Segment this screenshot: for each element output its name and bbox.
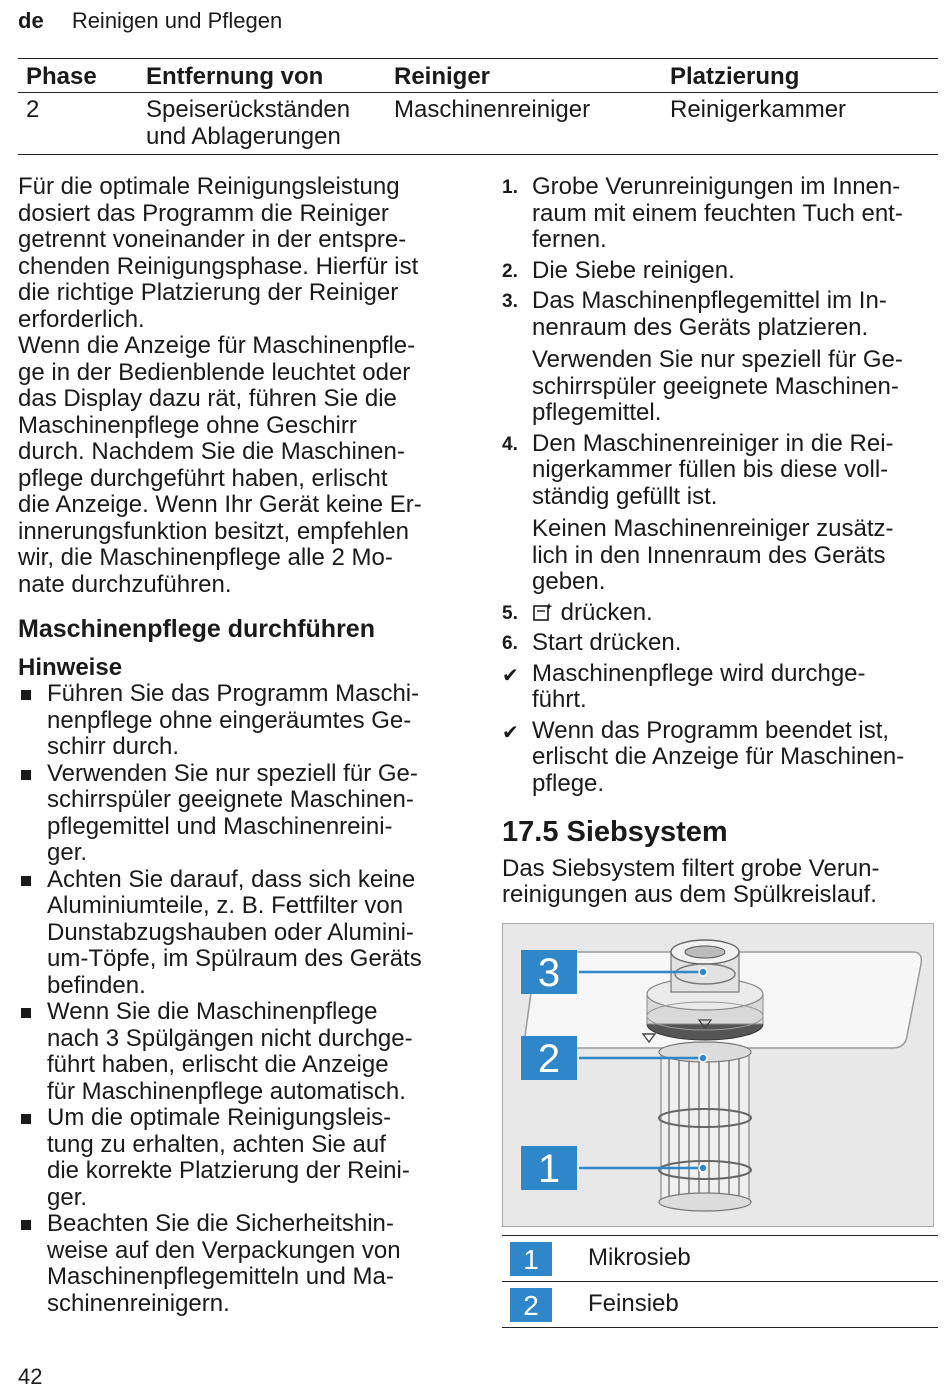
text-line: nate durchzuführen. (18, 570, 232, 598)
column-header: Phase (18, 59, 138, 93)
step-text: drücken. (589, 629, 682, 656)
notes-list (18, 681, 458, 1317)
start-label: Start (532, 629, 583, 656)
machine-care-button-icon (532, 601, 554, 623)
legend-row (502, 1235, 938, 1281)
text-line: Für die optimale Reinigungsleistung (18, 173, 400, 200)
step-item: 3. Das Maschinenpflegemittel im In- nenraum des Geräts platzieren. Verwenden Sie nur speziell für Ge- schirrspüler geeignete Maschinen- pflegemittel. (502, 288, 942, 427)
step-item (502, 630, 942, 657)
text-line: durch. Nachdem Sie die Maschinen- (18, 438, 405, 465)
results-list (502, 661, 942, 798)
text-line: getrennt voneinander in der entspre- (18, 226, 407, 253)
step-number: 5. (502, 602, 518, 624)
list-item: Beachten Sie die Sicherheitshin- weise auf den Verpackungen von Maschinenpflegemitteln und Ma- schinenreinigern. (18, 1211, 458, 1317)
left-column (18, 174, 458, 1317)
step-text: drücken. (560, 598, 653, 626)
steps-list (502, 174, 942, 657)
text-line: die richtige Platzierung der Reiniger (18, 279, 399, 306)
step-number: 3. (502, 291, 518, 312)
text-line: wir, die Maschinenpflege alle 2 Mo- (18, 544, 393, 571)
checkmark-icon: ✔ (502, 664, 519, 687)
table-header-row (18, 59, 938, 93)
cell-line: und Ablagerungen (146, 123, 341, 150)
subsection-heading: Maschinenpflege durchführen (18, 615, 375, 643)
list-item: Achten Sie darauf, dass sich keine Aluminiumteile, z. B. Fettfilter von Dunstabzugshauben oder Alumini- um-Töpfe, im Spülraum des Geräts befinden. (18, 867, 458, 1000)
step-number: 2. (502, 260, 518, 282)
step-note: Keinen Maschinenreiniger zusätz- lich in den Innenraum des Geräts geben. (532, 515, 894, 595)
section-paragraph: Das Siebsystem filtert grobe Verun- reinigungen aus dem Spülkreislauf. (502, 854, 880, 908)
text-line: pflege durchgeführt haben, erlischt (18, 464, 388, 492)
text-line: Wenn die Anzeige für Maschinenpfle- (18, 332, 416, 359)
column-header: Entfernung von (138, 59, 386, 93)
step-item: 1. Grobe Verunreinigungen im Innen- raum mit einem feuchten Tuch ent- fernen. (502, 173, 903, 253)
intro-paragraph (18, 174, 458, 333)
list-item: Verwenden Sie nur speziell für Ge- schirrspüler geeignete Maschinen- pflegemittel und Maschinenreini- ger. (18, 761, 458, 867)
cell-placement: Reinigerkammer (662, 93, 938, 155)
page-number: 42 (18, 1364, 43, 1389)
cell-phase: 2 (18, 93, 138, 155)
legend-label: Feinsieb (588, 1281, 938, 1327)
language-code: de (18, 8, 44, 33)
legend-number-badge: 1 (510, 1242, 552, 1276)
section-title: Reinigen und Pflegen (71, 8, 283, 33)
legend-label: Mikrosieb (588, 1235, 938, 1281)
cell-removal (138, 93, 386, 155)
list-item: Wenn Sie die Maschinenpflege nach 3 Spülgängen nicht durchge- führt haben, erlischt die Anzeige für Maschinenpflege automatisch. (18, 999, 458, 1105)
text-line: erforderlich. (18, 305, 145, 333)
list-item: Führen Sie das Programm Maschi- nenpflege ohne eingeräumtes Ge- schirr durch. (18, 681, 458, 761)
step-number: 1. (502, 177, 518, 198)
section-heading: 17.5 Siebsystem (502, 816, 728, 848)
page-header (18, 8, 282, 34)
table-row (18, 93, 938, 155)
cell-line: Speiserückständen (146, 96, 351, 123)
step-note: Verwenden Sie nur speziell für Ge- schirrspüler geeignete Maschinen- pflegemittel. (532, 346, 903, 426)
callout-label: 1 (537, 1146, 561, 1191)
step-item: 2. Die Siebe reinigen. (502, 256, 735, 284)
result-item: ✔ Maschinenpflege wird durchge- führt. (502, 659, 866, 713)
text-line: innerungsfunktion besitzt, empfehlen (18, 517, 409, 545)
step-item (502, 600, 942, 627)
text-line: Maschinenpflege ohne Geschirr (18, 411, 357, 439)
step-number: 4. (502, 433, 518, 455)
text-line: dosiert das Programm die Reiniger (18, 199, 389, 227)
result-item: ✔ Wenn das Programm beendet ist, erlischt die Anzeige für Maschinen- pflege. (502, 716, 905, 797)
figure-legend (502, 1235, 938, 1328)
legend-number-badge: 2 (510, 1288, 552, 1322)
filter-drawing (503, 924, 933, 1226)
notes-heading: Hinweise (18, 653, 123, 681)
cell-cleaner: Maschinenreiniger (386, 93, 662, 155)
step-item: 4. Den Maschinenreiniger in die Rei- nigerkammer füllen bis diese voll- ständig gefüllt ist. Keinen Maschinenreiniger zusätz- lich in den Innenraum des Geräts geben. (502, 431, 942, 596)
callout-label: 2 (537, 1036, 561, 1081)
legend-row (502, 1281, 938, 1327)
text-line: die Anzeige. Wenn Ihr Gerät keine Er- (18, 491, 422, 518)
text-line: ge in der Bedienblende leuchtet oder (18, 358, 411, 386)
checkmark-icon: ✔ (502, 721, 519, 744)
column-header: Reiniger (386, 59, 662, 93)
column-header: Platzierung (662, 59, 938, 93)
right-column (502, 174, 942, 1328)
text-line: das Display dazu rät, führen Sie die (18, 385, 397, 412)
step-number: 6. (502, 633, 518, 654)
filter-system-illustration (502, 923, 934, 1227)
callout-label: 3 (537, 950, 561, 995)
list-item: Um die optimale Reinigungsleis- tung zu erhalten, achten Sie auf die korrekte Platzierung der Reini- ger. (18, 1105, 458, 1211)
reminder-paragraph (18, 333, 458, 598)
text-line: chenden Reinigungsphase. Hierfür ist (18, 252, 419, 280)
phase-table (18, 58, 938, 155)
